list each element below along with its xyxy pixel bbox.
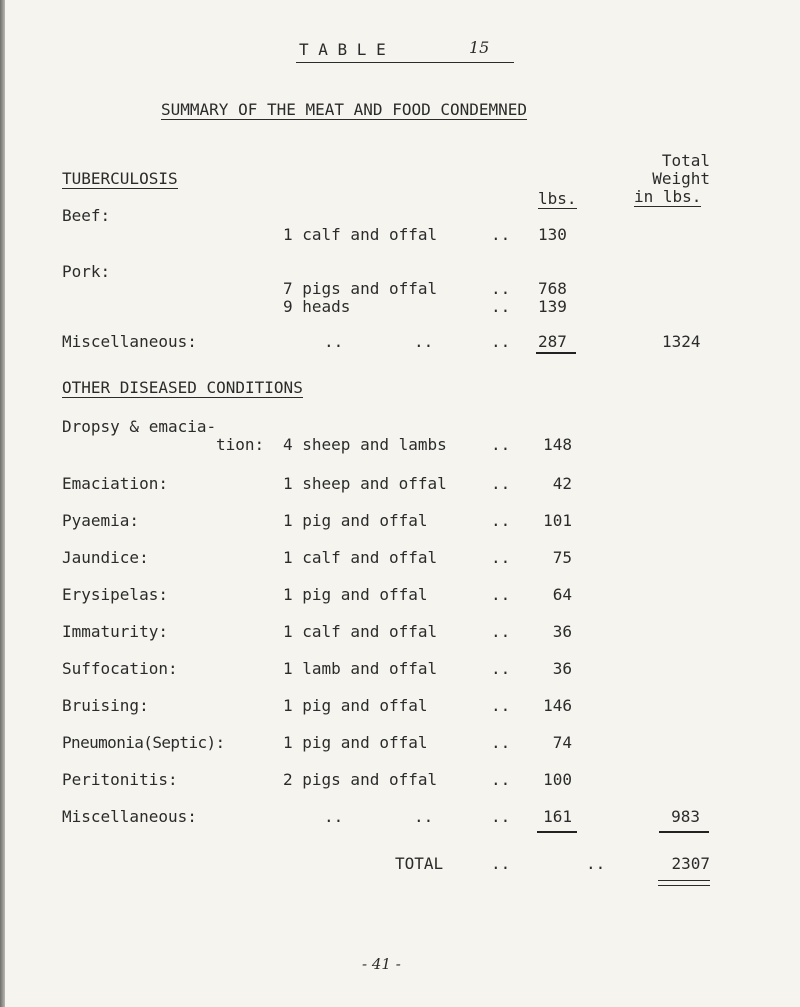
pork-dots-1: ..: [491, 279, 511, 298]
row-item: 1 pig and offal: [283, 696, 428, 715]
row-item: 1 pig and offal: [283, 733, 428, 752]
total-double-rule-top: [658, 880, 710, 881]
row-lbs: 75: [552, 548, 572, 567]
row-dots: ..: [491, 659, 511, 678]
beef-label: Beef:: [62, 206, 111, 225]
row-label: Suffocation:: [62, 659, 178, 678]
total-label: TOTAL: [395, 854, 444, 873]
row-label: Emaciation:: [62, 474, 168, 493]
total-dots-2: ..: [586, 854, 606, 873]
row-lbs: 100: [543, 770, 572, 789]
row-lbs: 74: [552, 733, 572, 752]
pork-dots-2: ..: [491, 297, 511, 316]
row-dots: ..: [491, 770, 511, 789]
tb-subtotal-rule: [536, 352, 576, 354]
row-label-cont: tion:: [216, 435, 265, 454]
row-dots: ..: [491, 585, 511, 604]
row-label: Dropsy & emacia-: [62, 417, 217, 436]
tb-misc-dots-2: ..: [414, 332, 434, 351]
row-lbs: 42: [552, 474, 572, 493]
page-title: SUMMARY OF THE MEAT AND FOOD CONDEMNED: [161, 100, 528, 119]
row-label: Peritonitis:: [62, 770, 178, 789]
table-number: 15: [469, 38, 490, 57]
row-dots: ..: [491, 548, 511, 567]
other-misc-label: Miscellaneous:: [62, 807, 197, 826]
other-misc-dots-1: ..: [324, 807, 344, 826]
row-lbs: 101: [543, 511, 572, 530]
total-dots-1: ..: [491, 854, 511, 873]
row-dots: ..: [491, 511, 511, 530]
row-item: 1 sheep and offal: [283, 474, 447, 493]
pork-label: Pork:: [62, 262, 111, 281]
row-lbs: 36: [552, 659, 572, 678]
other-misc-dots-2: ..: [414, 807, 434, 826]
other-subtotal: 983: [671, 807, 700, 826]
row-dots: ..: [491, 696, 511, 715]
total-heading-line2: Weight: [652, 169, 710, 188]
row-label: Immaturity:: [62, 622, 168, 641]
row-label: Pneumonia(Septic):: [62, 733, 225, 752]
tb-misc-dots-1: ..: [324, 332, 344, 351]
tuberculosis-heading: TUBERCULOSIS: [62, 169, 178, 188]
page-number: - 41 -: [362, 955, 401, 973]
beef-item: 1 calf and offal: [283, 225, 438, 244]
row-item: 1 pig and offal: [283, 585, 428, 604]
page-edge-shadow: [0, 0, 5, 1007]
row-item: 4 sheep and lambs: [283, 435, 447, 454]
row-item: 1 calf and offal: [283, 548, 438, 567]
other-lbs-rule: [537, 831, 577, 833]
pork-item-2: 9 heads: [283, 297, 351, 316]
total-heading-line3: in lbs.: [634, 187, 702, 206]
table-label: T A B L E: [299, 40, 386, 59]
row-item: 1 calf and offal: [283, 622, 438, 641]
tb-misc-label: Miscellaneous:: [62, 332, 197, 351]
other-subtotal-rule: [659, 831, 709, 833]
tb-misc-lbs: 287: [538, 332, 567, 351]
pork-lbs-1: 768: [538, 279, 567, 298]
row-dots: ..: [491, 733, 511, 752]
tb-misc-dots-3: ..: [491, 332, 511, 351]
row-lbs: 36: [552, 622, 572, 641]
lbs-heading: lbs.: [538, 189, 577, 208]
row-lbs: 64: [552, 585, 572, 604]
row-dots: ..: [491, 622, 511, 641]
row-label: Jaundice:: [62, 548, 149, 567]
beef-lbs: 130: [538, 225, 567, 244]
tb-subtotal: 1324: [662, 332, 701, 351]
row-label: Pyaemia:: [62, 511, 140, 530]
total-heading-line1: Total: [661, 151, 710, 170]
beef-dots: ..: [491, 225, 511, 244]
pork-lbs-2: 139: [538, 297, 567, 316]
total-value: 2307: [671, 854, 710, 873]
table-label-underline: [296, 62, 514, 63]
row-lbs: 146: [543, 696, 572, 715]
pork-item-1: 7 pigs and offal: [283, 279, 438, 298]
other-misc-lbs: 161: [543, 807, 572, 826]
row-dots: ..: [491, 474, 511, 493]
other-conditions-heading: OTHER DISEASED CONDITIONS: [62, 378, 303, 397]
row-dots: ..: [491, 435, 511, 454]
row-item: 2 pigs and offal: [283, 770, 438, 789]
row-label: Erysipelas:: [62, 585, 168, 604]
row-label: Bruising:: [62, 696, 149, 715]
other-misc-dots-3: ..: [491, 807, 511, 826]
total-double-rule-bottom: [658, 885, 710, 886]
row-item: 1 lamb and offal: [283, 659, 438, 678]
row-item: 1 pig and offal: [283, 511, 428, 530]
row-lbs: 148: [543, 435, 572, 454]
